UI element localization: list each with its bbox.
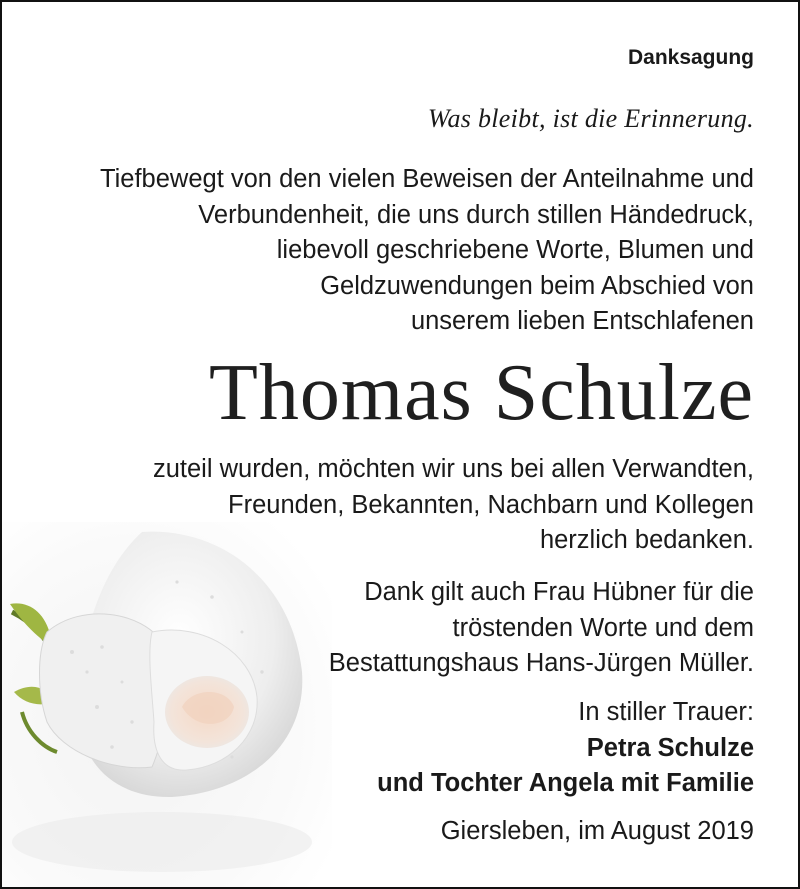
white-rose-image (2, 522, 332, 889)
notice-heading: Danksagung (627, 46, 754, 69)
thanks-paragraph (153, 452, 754, 559)
extra-line: tröstenden Worte und dem (452, 613, 754, 642)
mourner-name: und Tochter Angela mit Familie (377, 769, 754, 797)
mourner-name: Petra Schulze (586, 733, 754, 762)
intro-line: unserem lieben Entschlafenen (410, 307, 754, 335)
intro-line: Geldzuwendungen beim Abschied von (320, 271, 754, 300)
motto-line: Was bleibt, ist die Erinnerung. (427, 104, 754, 133)
intro-line: liebevoll geschriebene Worte, Blumen und (276, 236, 754, 264)
signoff-block (377, 695, 754, 802)
extra-line: Dank gilt auch Frau Hübner für die (364, 578, 754, 606)
deceased-name: Thomas Schulze (209, 349, 754, 437)
mourning-label: In stiller Trauer: (578, 698, 754, 726)
intro-line: Verbundenheit, die uns durch stillen Händedruck, (198, 200, 754, 229)
thanks-line: zuteil wurden, möchten wir uns bei allen Verwandten, (152, 455, 754, 483)
place-date: Giersleben, im August 2019 (440, 817, 754, 845)
extra-line: Bestattungshaus Hans-Jürgen Müller. (328, 649, 754, 677)
thanks-line: Freunden, Bekannten, Nachbarn und Kollegen (228, 490, 754, 519)
intro-line: Tiefbewegt von den vielen Beweisen der Anteilnahme und (100, 165, 754, 193)
intro-paragraph (100, 162, 754, 340)
thanks-line: herzlich bedanken. (539, 526, 754, 554)
extra-thanks-paragraph (329, 575, 754, 682)
